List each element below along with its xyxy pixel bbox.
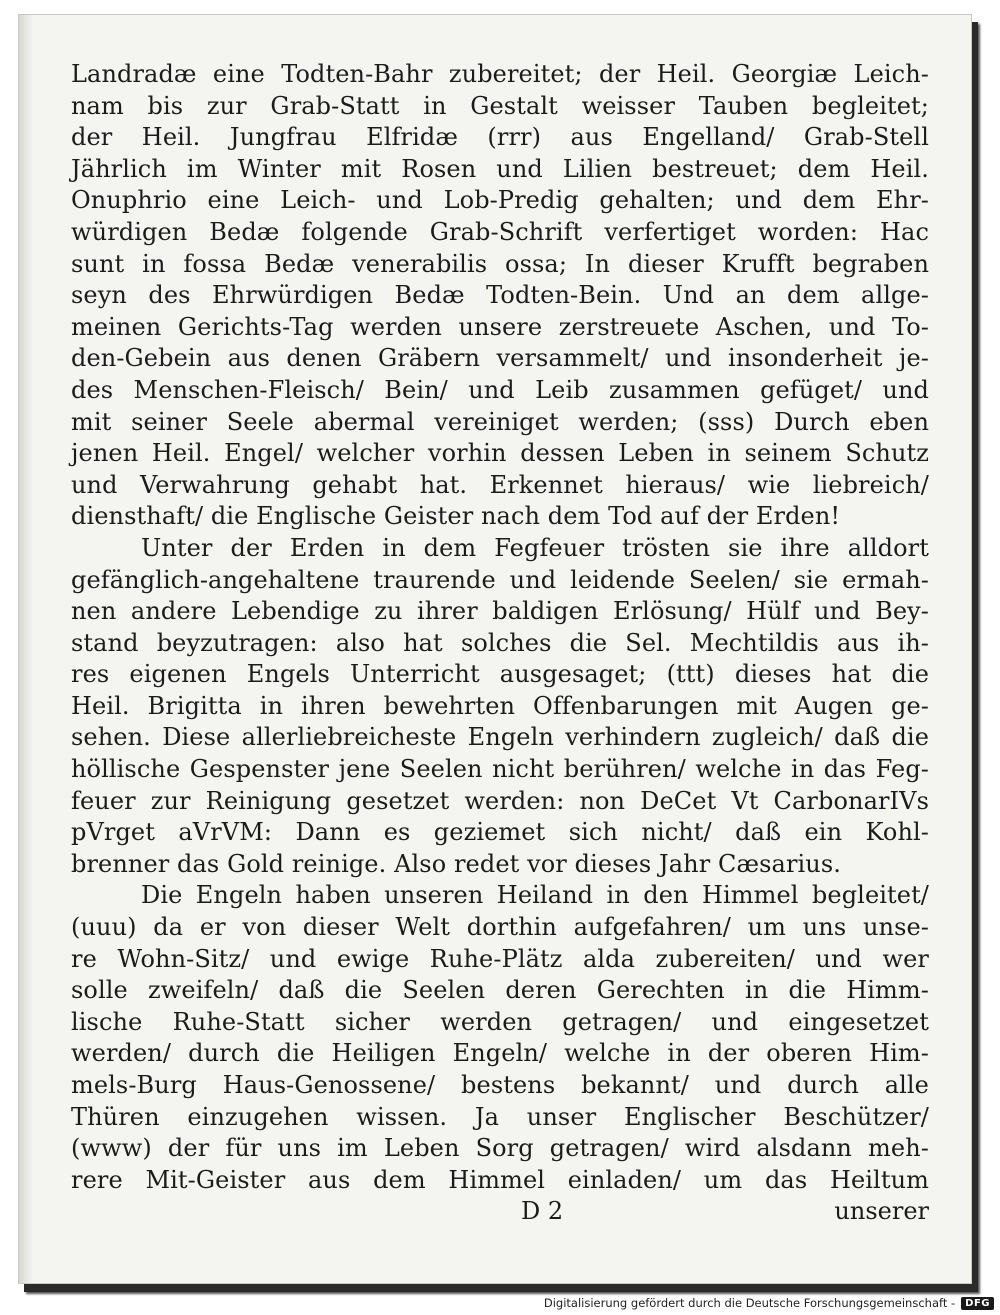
scanned-page	[18, 14, 972, 1284]
text-line: Onuphrio eine Leich- und Lob-Predig gehalten; und dem Ehr-	[71, 186, 929, 215]
body-text	[71, 59, 929, 1228]
text-line: und Verwahrung gehabt hat. Erkennet hieraus/ wie liebreich/	[71, 470, 929, 499]
digitization-credit	[544, 1296, 994, 1310]
text-line: sunt in fossa Bedæ venerabilis ossa; In dieser Krufft begraben	[71, 249, 929, 278]
text-line: sehen. Diese allerliebreicheste Engeln verhindern zugleich/ daß die	[71, 723, 929, 752]
signature-mark: D 2	[521, 1197, 564, 1226]
text-line: höllische Gespenster jene Seelen nicht berühren/ welche in das Feg-	[71, 755, 929, 784]
text-line: diensthaft/ die Englische Geister nach dem Tod auf der Erden!	[71, 502, 841, 531]
text-line: meinen Gerichts-Tag werden unsere zerstreuete Aschen, und To-	[71, 312, 929, 341]
text-line: Jährlich im Winter mit Rosen und Lilien bestreuet; dem Heil.	[71, 154, 929, 183]
text-line: Landradæ eine Todten-Bahr zubereitet; der Heil. Georgiæ Leich-	[71, 60, 929, 88]
page-footer-line	[71, 1196, 929, 1228]
text-line: gefänglich-angehaltene traurende und leidende Seelen/ sie ermah-	[71, 565, 929, 594]
text-line: nen andere Lebendige zu ihrer baldigen Erlösung/ Hülf und Bey-	[71, 597, 929, 626]
text-line: stand beyzutragen: also hat solches die Sel. Mechtildis aus ih-	[71, 628, 929, 657]
credit-text: Digitalisierung gefördert durch die Deutsche Forschungsgemeinschaft -	[543, 1296, 956, 1310]
text-line: jenen Heil. Engel/ welcher vorhin dessen Leben in seinem Schutz	[71, 439, 929, 468]
text-line: Unter der Erden in dem Fegfeuer trösten sie ihre alldort	[141, 533, 929, 562]
text-line: Die Engeln haben unseren Heiland in den Himmel begleitet/	[141, 881, 929, 910]
text-line: solle zweifeln/ daß die Seelen deren Gerechten in die Himm-	[71, 976, 929, 1005]
text-line: des Menschen-Fleisch/ Bein/ und Leib zusammen gefüget/ und	[71, 375, 929, 404]
text-line: re Wohn-Sitz/ und ewige Ruhe-Plätz alda zubereiten/ und wer	[71, 944, 929, 973]
text-line: pVrget aVrVM: Dann es geziemet sich nicht/ daß ein Kohl-	[71, 818, 929, 847]
text-line: (www) der für uns im Leben Sorg getragen/ wird alsdann meh-	[71, 1134, 929, 1163]
text-line: mit seiner Seele abermal vereiniget werden; (sss) Durch eben	[71, 407, 929, 436]
text-line: seyn des Ehrwürdigen Bedæ Todten-Bein. Und an dem allge-	[71, 281, 929, 310]
text-line: werden/ durch die Heiligen Engeln/ welche in der oberen Him-	[71, 1039, 929, 1068]
text-line: der Heil. Jungfrau Elfridæ (rrr) aus Engelland/ Grab-Stell	[71, 123, 929, 152]
text-line: nam bis zur Grab-Statt in Gestalt weisser Tauben begleitet;	[71, 91, 929, 120]
text-line: rere Mit-Geister aus dem Himmel einladen/ um das Heiltum	[71, 1165, 929, 1194]
text-line: res eigenen Engels Unterricht ausgesaget; (ttt) dieses hat die	[71, 660, 929, 689]
text-line: Heil. Brigitta in ihren bewehrten Offenbarungen mit Augen ge-	[71, 691, 929, 720]
text-line: feuer zur Reinigung gesetzet werden: non DeCet Vt CarbonarIVs	[71, 786, 929, 815]
catchword: unserer	[834, 1197, 929, 1226]
text-line: (uuu) da er von dieser Welt dorthin aufgefahren/ um uns unse-	[71, 913, 929, 942]
text-line: lische Ruhe-Statt sicher werden getragen/ und eingesetzet	[71, 1007, 929, 1036]
text-line: würdigen Bedæ folgende Grab-Schrift verfertiget worden: Hac	[71, 217, 929, 246]
text-line: mels-Burg Haus-Genossene/ bestens bekannt/ und durch alle	[71, 1071, 929, 1099]
text-line: den-Gebein aus denen Gräbern versammelt/ und insonderheit je-	[71, 344, 929, 373]
text-line: brenner das Gold reinige. Also redet vor dieses Jahr Cæsarius.	[71, 849, 841, 878]
dfg-logo: DFG	[961, 1297, 994, 1310]
text-line: Thüren einzugehen wissen. Ja unser Englischer Beschützer/	[71, 1102, 929, 1131]
